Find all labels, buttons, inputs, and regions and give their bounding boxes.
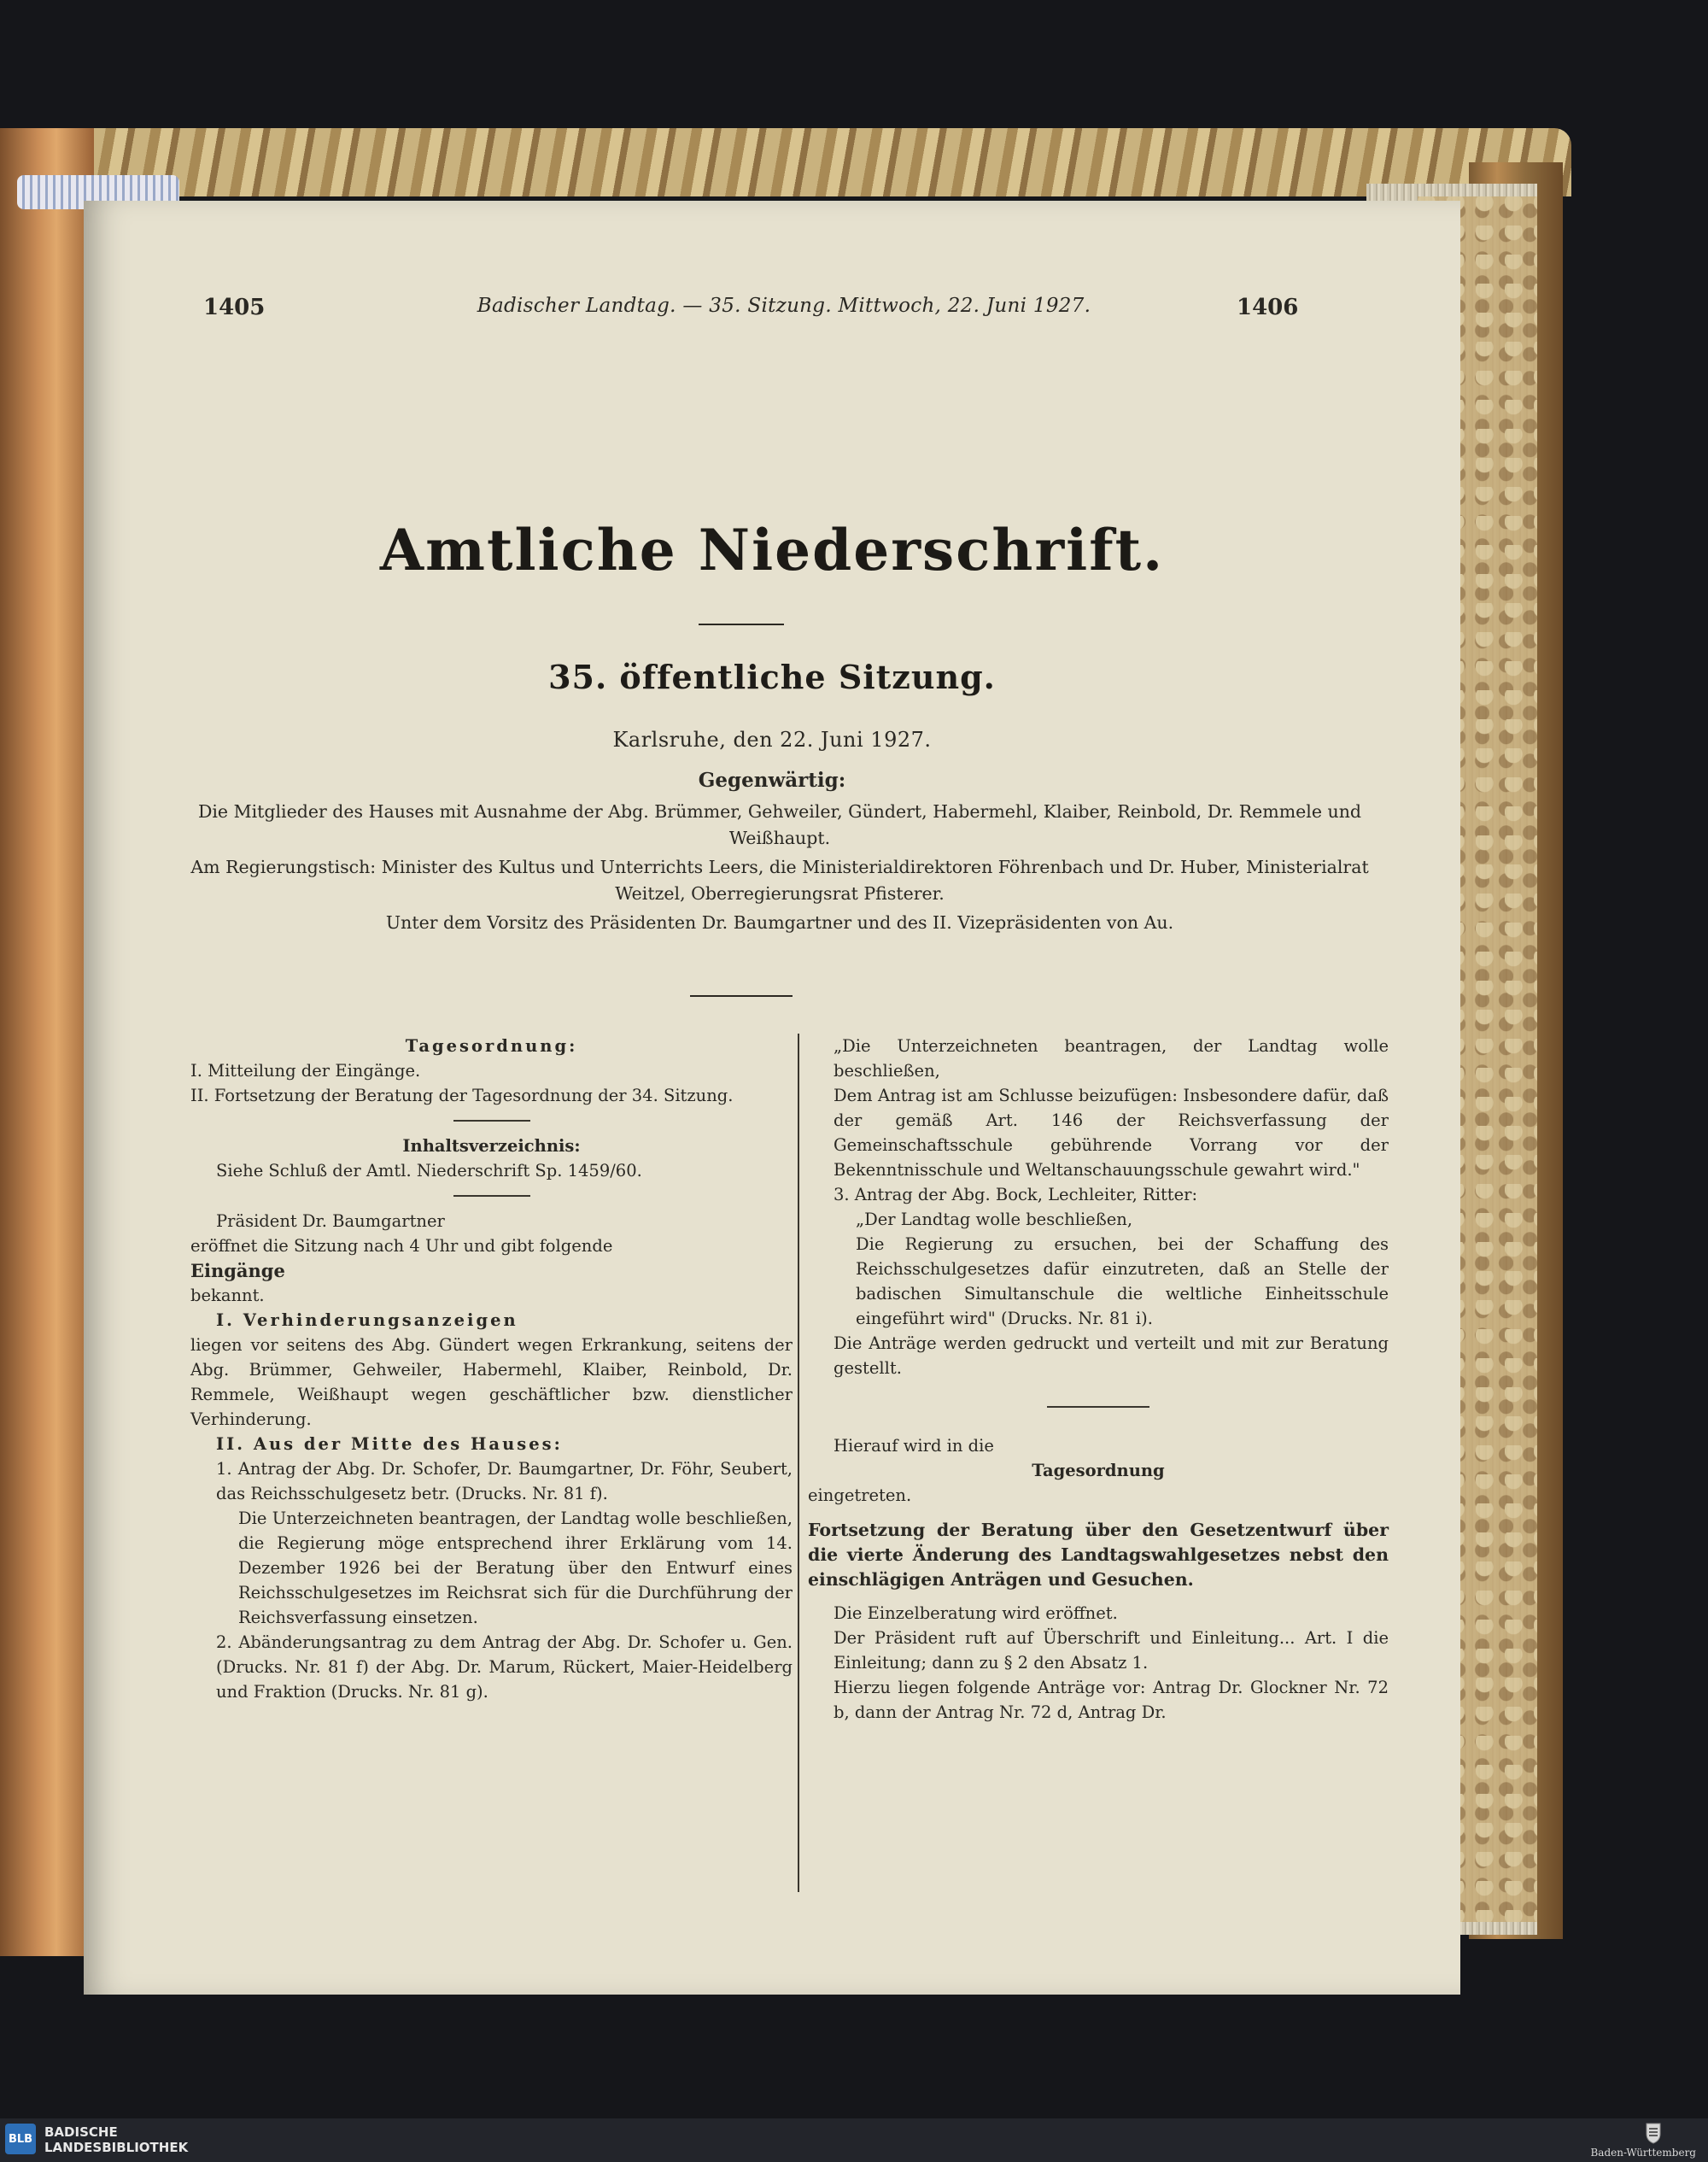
column-divider (798, 1034, 799, 1892)
document-page (84, 201, 1460, 1995)
eingaenge-heading: Eingänge (190, 1260, 285, 1281)
opens-text: eröffnet die Sitzung nach 4 Uhr und gibt folgende (190, 1236, 613, 1256)
hierzu-text: Hierzu liegen folgende Anträge vor: Antrag Dr. Glockner Nr. 72 b, dann der Antrag Nr. 72 d, Antrag Dr. (834, 1678, 1389, 1722)
present-government: Am Regierungstisch: Minister des Kultus und Unterrichts Leers, die Ministerialdirektoren Föhrenbach und Dr. Huber, Ministerialrat Weitzel, Oberregierungsrat Pfisterer. (190, 857, 1369, 904)
motion-item-3: 3. Antrag der Abg. Bock, Lechleiter, Ritter: (834, 1185, 1198, 1204)
library-name[interactable] (44, 2124, 188, 2155)
motion-item-2: 2. Abänderungsantrag zu dem Antrag der Abg. Dr. Schofer u. Gen. (Drucks. Nr. 81 f) der Abg. Dr. Marum, Rückert, Maier-Heidelberg und Fraktion (Drucks. Nr. 81 g). (216, 1632, 793, 1702)
agenda-item-2: II. Fortsetzung der Beratung der Tagesordnung der 34. Sitzung. (190, 1086, 734, 1105)
left-page-number: 1405 (203, 295, 266, 320)
section2-heading: II. Aus der Mitte des Hauses: (216, 1434, 563, 1454)
agenda-item-1: I. Mitteilung der Eingänge. (190, 1061, 421, 1081)
right-page-number: 1406 (1237, 295, 1299, 320)
library-name-line1: BADISCHE (44, 2124, 118, 2140)
section-rule (690, 995, 793, 997)
dateline: Karlsruhe, den 22. Juni 1927. (612, 728, 932, 752)
book-top-edge (0, 128, 1571, 196)
state-crest-icon (1641, 2122, 1665, 2144)
present-members: Die Mitglieder des Hauses mit Ausnahme der Abg. Brümmer, Gehweiler, Gündert, Habermehl, Klaiber, Reinbold, Dr. Remmele und Weißhaupt. (197, 801, 1362, 848)
present-block (186, 799, 1373, 939)
einzel-text: Die Einzelberatung wird eröffnet. (834, 1603, 1118, 1623)
right-column (808, 1034, 1389, 1725)
document-title: Amtliche Niederschrift. (379, 517, 1165, 583)
deliberation-heading: Fortsetzung der Beratung über den Gesetzentwurf über die vierte Änderung des Landtagswahlgesetzes nebst den einschlägigen Anträgen und Gesuchen. (808, 1520, 1389, 1590)
section1-text: liegen vor seitens des Abg. Gündert wegen Erkrankung, seitens der Abg. Brümmer, Gehweiler, Habermehl, Klaiber, Reinbold, Dr. Remmele, Weißhaupt wegen geschäftlicher bzw. dienstlicher Verhinderung. (190, 1335, 793, 1429)
quote-1: „Die Unterzeichneten beantragen, der Landtag wolle beschließen, (834, 1036, 1389, 1081)
contents-text: Siehe Schluß der Amtl. Niederschrift Sp. 1459/60. (216, 1161, 642, 1181)
motion-item-1: 1. Antrag der Abg. Dr. Schofer, Dr. Baumgartner, Dr. Föhr, Seubert, das Reichsschulgesetz betr. (Drucks. Nr. 81 f). (216, 1459, 793, 1503)
quote-2: Dem Antrag ist am Schlusse beizufügen: Insbesondere dafür, daß der gemäß Art. 146 der Reichsverfassung der Gemeinschaftsschule gebührende Vorrang vor der Bekenntnisschule und Weltanschauungsschule gewahrt wird." (834, 1086, 1389, 1180)
blb-logo-icon[interactable]: BLB (5, 2124, 36, 2154)
library-name-line2: LANDESBIBLIOTHEK (44, 2140, 189, 2155)
president-line: Präsident Dr. Baumgartner (216, 1211, 445, 1231)
book-spine (0, 128, 94, 1956)
quote-3: „Der Landtag wolle beschließen, (856, 1210, 1133, 1229)
rule (1047, 1406, 1149, 1408)
present-heading: Gegenwärtig: (698, 769, 846, 792)
eingetreten-text: eingetreten. (808, 1485, 912, 1505)
left-column (190, 1034, 793, 1704)
bekannt-text: bekannt. (190, 1286, 265, 1305)
contents-heading: Inhaltsverzeichnis: (402, 1136, 581, 1156)
praesident-text: Der Präsident ruft auf Überschrift und Einleitung... Art. I die Einleitung; dann zu § 2 den Absatz 1. (834, 1628, 1389, 1673)
motion-item-1-quote: Die Unterzeichneten beantragen, der Landtag wolle beschließen, die Regierung möge entsprechend ihrer Erklärung vom 14. Dezember 1926 bei der Beratung über den Entwurf eines Reichsschulgesetzes im Reichsrat sich für die Durchführung der Reichsverfassung einsetzen. (238, 1509, 793, 1627)
session-title: 35. öffentliche Sitzung. (548, 658, 996, 696)
rule (453, 1195, 530, 1197)
tagesordnung-word: Tagesordnung (1032, 1461, 1165, 1480)
section1-heading: I. Verhinderungsanzeigen (216, 1310, 518, 1330)
present-chair: Unter dem Vorsitz des Präsidenten Dr. Baumgartner und des II. Vizepräsidenten von Au. (385, 912, 1174, 933)
viewer-footer (0, 2118, 1708, 2162)
agenda-heading: Tagesordnung: (405, 1036, 578, 1056)
running-title: Badischer Landtag. — 35. Sitzung. Mittwoch, 22. Juni 1927. (477, 295, 1091, 317)
quote-4: Die Regierung zu ersuchen, bei der Schaffung des Reichsschulgesetzes dafür einzutreten, daß an Stelle der badischen Simultanschule die weltliche Einheitsschule eingeführt wird" (Drucks. Nr. 81 i). (856, 1234, 1389, 1328)
hierauf-text: Hierauf wird in die (834, 1436, 994, 1456)
title-rule (699, 624, 784, 625)
state-name: Baden-Württemberg (1590, 2147, 1696, 2159)
printed-note: Die Anträge werden gedruckt und verteilt und mit zur Beratung gestellt. (834, 1333, 1389, 1378)
rule (453, 1120, 530, 1122)
